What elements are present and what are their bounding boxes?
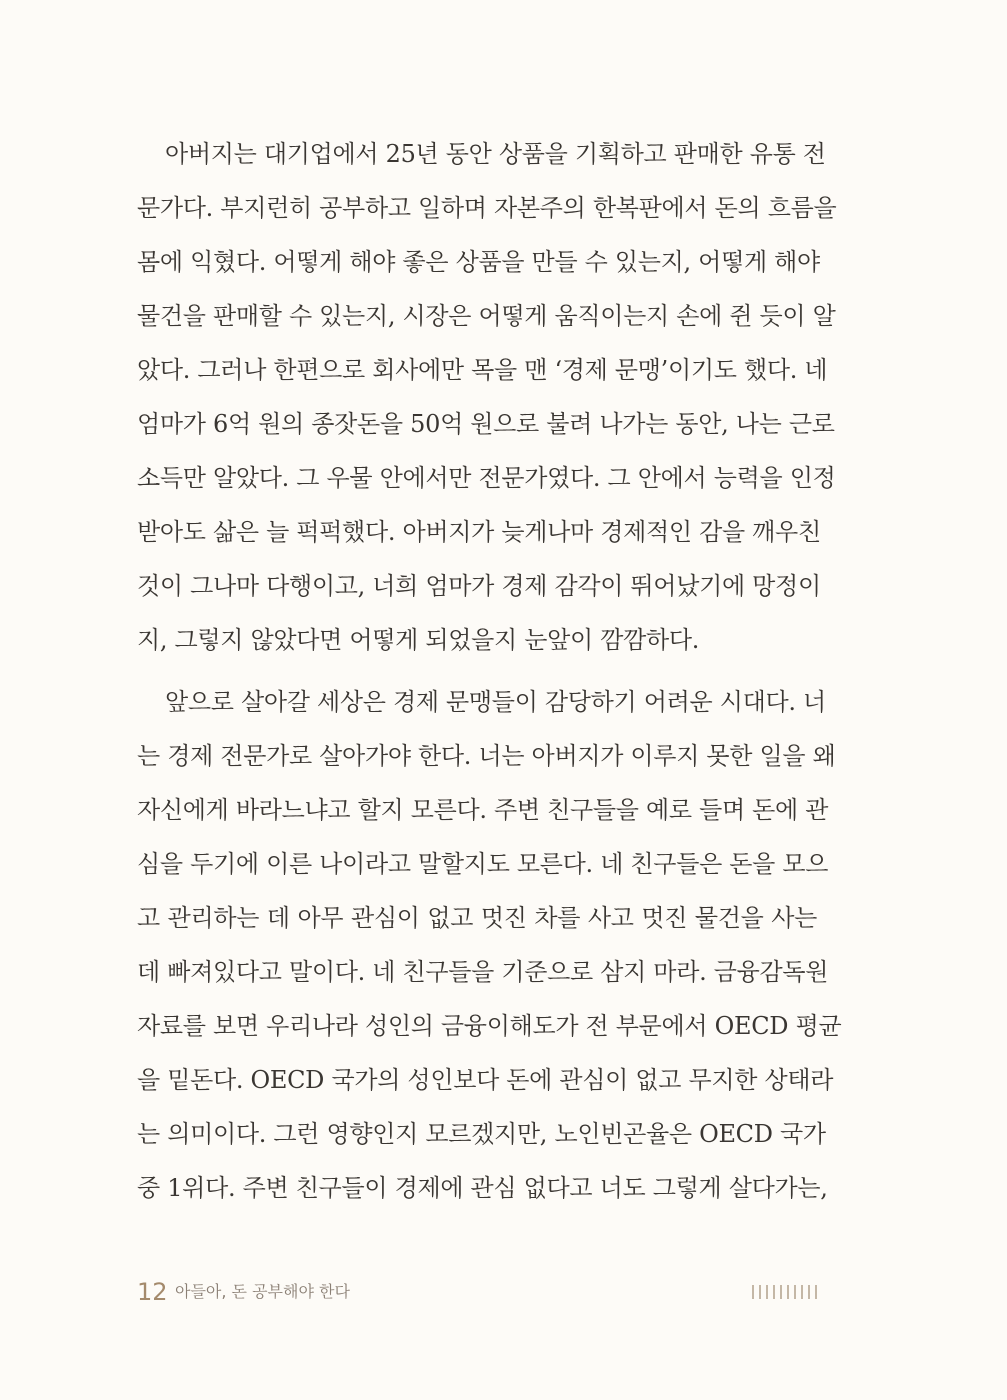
- ornament-bar: [773, 1285, 775, 1299]
- paragraph-line: 것이 그나마 다행이고, 너희 엄마가 경제 감각이 뛰어났기에 망정이: [137, 572, 821, 600]
- ornament-bar: [787, 1285, 789, 1299]
- ornament-bar: [752, 1285, 754, 1299]
- paragraph-line: 문가다. 부지런히 공부하고 일하며 자본주의 한복판에서 돈의 흐름을: [137, 194, 837, 222]
- paragraph-line: 는 의미이다. 그런 영향인지 모르겠지만, 노인빈곤율은 OECD 국가: [137, 1120, 826, 1148]
- ornament-bar: [815, 1285, 817, 1299]
- paragraph-line: 아버지는 대기업에서 25년 동안 상품을 기획하고 판매한 유통 전: [165, 140, 826, 168]
- ornament-bar: [759, 1285, 761, 1299]
- paragraph-1: [137, 127, 837, 667]
- ornament-bar: [766, 1285, 768, 1299]
- running-title: 아들아, 돈 공부해야 한다: [175, 1282, 350, 1301]
- page-footer: [137, 1275, 817, 1309]
- paragraph-line: 았다. 그러나 한편으로 회사에만 목을 맨 ‘경제 문맹’이기도 했다. 네: [137, 356, 828, 384]
- ornament-bar: [780, 1285, 782, 1299]
- paragraph-2: [137, 675, 842, 1215]
- bar-ornament-icon: [752, 1285, 817, 1299]
- paragraph-line: 데 빠져있다고 말이다. 네 친구들을 기준으로 삼지 마라. 금융감독원: [137, 958, 829, 986]
- paragraph-line: 엄마가 6억 원의 종잣돈을 50억 원으로 불려 나가는 동안, 나는 근로: [137, 410, 835, 438]
- paragraph-line: 물건을 판매할 수 있는지, 시장은 어떻게 움직이는지 손에 쥔 듯이 알: [137, 302, 836, 330]
- paragraph-line: 심을 두기에 이른 나이라고 말할지도 모른다. 네 친구들은 돈을 모으: [137, 850, 829, 878]
- paragraph-line: 소득만 알았다. 그 우물 안에서만 전문가였다. 그 안에서 능력을 인정: [137, 464, 836, 492]
- page-number: 12: [137, 1278, 168, 1306]
- ornament-bar: [801, 1285, 803, 1299]
- ornament-bar: [808, 1285, 810, 1299]
- paragraph-line: 는 경제 전문가로 살아가야 한다. 너는 아버지가 이루지 못한 일을 왜: [137, 742, 836, 770]
- ornament-bar: [794, 1285, 796, 1299]
- paragraph-line: 받아도 삶은 늘 퍽퍽했다. 아버지가 늦게나마 경제적인 감을 깨우친: [137, 518, 821, 546]
- paragraph-line: 고 관리하는 데 아무 관심이 없고 멋진 차를 사고 멋진 물건을 사는: [137, 904, 817, 932]
- paragraph-line: 앞으로 살아갈 세상은 경제 문맹들이 감당하기 어려운 시대다. 너: [165, 688, 826, 716]
- paragraph-line: 지, 그렇지 않았다면 어떻게 되었을지 눈앞이 깜깜하다.: [137, 626, 700, 654]
- paragraph-line: 자료를 보면 우리나라 성인의 금융이해도가 전 부문에서 OECD 평균: [137, 1012, 842, 1040]
- paragraph-line: 중 1위다. 주변 친구들이 경제에 관심 없다고 너도 그렇게 살다가는,: [137, 1174, 828, 1202]
- paragraph-line: 을 밑돈다. OECD 국가의 성인보다 돈에 관심이 없고 무지한 상태라: [137, 1066, 834, 1094]
- paragraph-line: 몸에 익혔다. 어떻게 해야 좋은 상품을 만들 수 있는지, 어떻게 해야: [137, 248, 820, 276]
- paragraph-line: 자신에게 바라느냐고 할지 모른다. 주변 친구들을 예로 들며 돈에 관: [137, 796, 829, 824]
